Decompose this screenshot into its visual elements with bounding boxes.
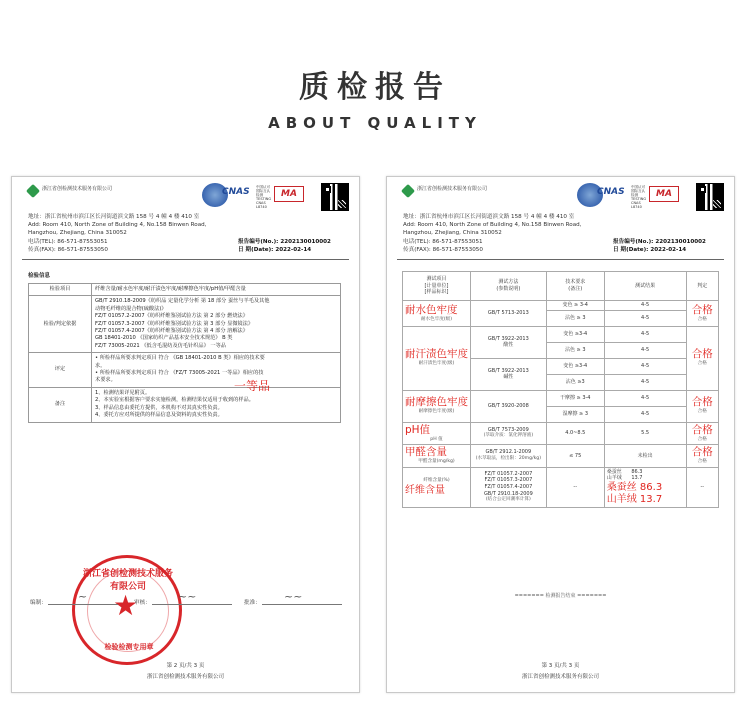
header-divider <box>397 259 724 260</box>
page-title: 质检报告 <box>299 70 451 105</box>
cnas-logo: CNAS <box>222 187 250 197</box>
item-cell: 耐摩擦色牢度 耐摩擦色牢度(级) <box>403 390 471 422</box>
qr-code-icon <box>321 183 349 211</box>
method-cell: GB/T 3920-2008 <box>471 390 547 422</box>
row-content: 纤维含量/耐水色牢度/耐汗渍色牢度/耐摩擦色牢度/pH值/甲醛含量 <box>92 284 341 296</box>
testing-badge: 中国认可 国际互认 检测 TESTING CNAS L8740 <box>631 185 647 209</box>
lab-logo-icon <box>26 184 40 198</box>
compiler-label: 编制： <box>30 600 47 606</box>
signature-line <box>262 604 342 605</box>
signature-line <box>152 604 232 605</box>
cma-logo: MA <box>274 186 304 202</box>
method-cell: FZ/T 01057.2-2007 FZ/T 01057.3-2007 FZ/T 01057.4-2007 GB/T 2910.18-2009 (结合公定回潮率计算) <box>471 467 547 507</box>
result-cell: 4-5 <box>604 342 686 358</box>
method-cell: GB/T 3922-2013 碱性 <box>471 358 547 390</box>
req-cell: 沾色 ≥ 3 <box>546 342 604 358</box>
method-cell: GB/T 3922-2013 酸性 <box>471 326 547 358</box>
org-name: 浙江省创检测技术服务有限公司 <box>42 186 113 192</box>
result-cell: 4-5 <box>604 390 686 406</box>
result-cell: 4-5 <box>604 301 686 311</box>
method-cell: GB/T 2912.1-2009 (水萃取法，检出限：20mg/kg) <box>471 445 547 468</box>
item-cell: pH值 pH 值 <box>403 422 471 445</box>
page-number: 第 3 页/共 3 页 <box>541 663 580 669</box>
signature: ~~ <box>178 590 197 603</box>
cma-logo: MA <box>649 186 679 202</box>
signature: ~~ <box>284 590 303 603</box>
report-meta: 报告编号(No.): 2202130010002 日 期(Date): 2022-02-14 <box>613 239 706 253</box>
report-end-marker: ======= 检测报告结束 ======= <box>514 593 607 599</box>
table-row <box>29 387 341 422</box>
test-results-table <box>402 271 719 508</box>
req-cell: 变色 ≥3-4 <box>546 358 604 374</box>
table-header-row <box>403 272 719 301</box>
row-label: 备注 <box>29 387 92 422</box>
address-block: 地址：浙江省杭州市滨江区长河街道滨文路 158 号 4 幢 4 楼 410 室 Add: Room 410, North Zone of Building 4, No.158 Binwen Road, Hangzhou, Zhejiang, China 310052 <box>28 214 207 236</box>
contact-block: 电话(TEL): 86-571-87553051 传真(FAX): 86-571-87553050 <box>28 239 108 253</box>
verdict-cell: 合格 合格 <box>686 390 718 422</box>
item-cell: 耐汗渍色牢度 耐汗渍色牢度(级) <box>403 326 471 390</box>
verdict-cell: 合格 合格 <box>686 422 718 445</box>
verdict-cell: -- <box>686 467 718 507</box>
qr-code-icon <box>696 183 724 211</box>
row-content: GB/T 2910.18-2009《纺织品 定量化学分析 第 18 部分 蚕丝与羊毛及其他 动物毛纤维的混合物(硫酸法)》 FZ/T 01057.2-2007《纺织纤维鉴别试验方法 第 2 部分 燃烧法》 FZ/T 01057.3-2007《纺织纤维鉴别试验方法 第 3 部分 显微镜法》 FZ/T 01057.4-2007《纺织纤维鉴别试验方法 第 4 部分 溶解法》 GB 18401-2010 《国家纺织产品基本安全技术规范》 B 类 FZ/T 73005-2021 《低含毛混纺及仿毛针织品》 一等品 <box>92 296 341 353</box>
lab-logo-icon <box>401 184 415 198</box>
report-meta: 报告编号(No.): 2202130010002 日 期(Date): 2022-02-14 <box>238 239 331 253</box>
row-label: 检验项目 <box>29 284 92 296</box>
certification-badges <box>577 183 697 209</box>
col-header-requirement: 技术要求 (备注) <box>546 272 604 301</box>
row-label: 检验/判定依据 <box>29 296 92 353</box>
item-cell: 耐水色牢度 耐水色牢度(级) <box>403 301 471 327</box>
org-name: 浙江省创检测技术服务有限公司 <box>417 186 488 192</box>
col-header-item: 测试项目 [计量单位] [样品标识] <box>403 272 471 301</box>
req-cell: 4.0~8.5 <box>546 422 604 445</box>
page-number: 第 2 页/共 3 页 <box>166 663 205 669</box>
req-cell: -- <box>546 467 604 507</box>
req-cell: 干摩擦 ≥ 3-4 <box>546 390 604 406</box>
report-page-3 <box>386 176 735 693</box>
method-cell: GB/T 7573-2009 (萃取介质：氯化钾溶液) <box>471 422 547 445</box>
grade-annotation: 一等品 <box>233 379 270 394</box>
result-cell: 4-5 <box>604 326 686 342</box>
report-header <box>12 177 359 255</box>
result-cell: 5.5 <box>604 422 686 445</box>
table-row <box>403 445 719 468</box>
table-row <box>403 422 719 445</box>
result-cell: 桑蚕丝 86.3 山羊绒 13.7 桑蚕丝 86.3 山羊绒 13.7 <box>604 467 686 507</box>
req-cell: ≤ 75 <box>546 445 604 468</box>
item-cell: 甲醛含量 甲醛含量(mg/kg) <box>403 445 471 468</box>
result-cell: 4-5 <box>604 406 686 422</box>
table-row <box>403 467 719 507</box>
footer-org: 浙江省创检测技术服务有限公司 <box>521 674 599 680</box>
req-cell: 沾色 ≥3 <box>546 374 604 390</box>
req-cell: 变色 ≥ 3-4 <box>546 301 604 311</box>
table-row <box>403 301 719 311</box>
row-label: 评定 <box>29 353 92 388</box>
method-cell: GB/T 5713-2013 <box>471 301 547 327</box>
table-row <box>403 390 719 406</box>
col-header-result: 测试结果 <box>604 272 686 301</box>
testing-badge: 中国认可 国际互认 检测 TESTING CNAS L8740 <box>256 185 272 209</box>
col-header-verdict: 判定 <box>686 272 718 301</box>
page-subtitle: ABOUT QUALITY <box>268 114 482 132</box>
col-header-method: 测试方法 (参数说明) <box>471 272 547 301</box>
table-row <box>29 296 341 353</box>
report-header <box>387 177 734 255</box>
row-content: • 所检样品所要求判定项目 符合 《GB 18401-2010 B 类》相应的技术要 求。 • 所检样品所要求判定项目 符合 《FZ/T 73005-2021 一等品》相应的技 术要求。 一等品 <box>92 353 341 388</box>
footer-org: 浙江省创检测技术服务有限公司 <box>146 674 224 680</box>
contact-block: 电话(TEL): 86-571-87553051 传真(FAX): 86-571-87553050 <box>403 239 483 253</box>
verdict-cell: 合格 合格 <box>686 445 718 468</box>
address-block: 地址：浙江省杭州市滨江区长河街道滨文路 158 号 4 幢 4 楼 410 室 Add: Room 410, North Zone of Building 4, No.158 Binwen Road, Hangzhou, Zhejiang, China 310052 <box>403 214 582 236</box>
verdict-cell: 合格 合格 <box>686 326 718 390</box>
result-cell: 未检出 <box>604 445 686 468</box>
section-title: 检验信息 <box>28 273 51 279</box>
official-seal: 浙江省创检测技术服务有限公司 ★ 检验检测专用章 <box>72 555 182 665</box>
row-content: 1、检测结果详见附页。 2、本实验室根据客户要求实施检测，检测结果仅适用于收到的样品。 3、样品信息由委托方提供，本机构不对其真实性负责。 4、委托方应对所提供的样品信息及资料的真实性负责。 <box>92 387 341 422</box>
report-page-2 <box>11 176 360 693</box>
result-cell: 4-5 <box>604 374 686 390</box>
result-cell: 4-5 <box>604 358 686 374</box>
req-cell: 沾色 ≥ 3 <box>546 310 604 326</box>
signature: ~ <box>78 590 88 603</box>
inspection-info-table <box>28 283 341 423</box>
approver-label: 批准： <box>244 600 261 606</box>
table-row <box>29 353 341 388</box>
table-row <box>29 284 341 296</box>
star-icon: ★ <box>113 589 139 622</box>
signature-line <box>48 604 118 605</box>
header-divider <box>22 259 349 260</box>
item-cell: 纤维含量(%) 纤维含量 <box>403 467 471 507</box>
cnas-logo: CNAS <box>597 187 625 197</box>
table-row <box>403 326 719 342</box>
req-cell: 湿摩擦 ≥ 3 <box>546 406 604 422</box>
reviewer-label: 审核： <box>134 600 151 606</box>
certification-badges <box>202 183 322 209</box>
req-cell: 变色 ≥3-4 <box>546 326 604 342</box>
verdict-cell: 合格 合格 <box>686 301 718 327</box>
result-cell: 4-5 <box>604 310 686 326</box>
